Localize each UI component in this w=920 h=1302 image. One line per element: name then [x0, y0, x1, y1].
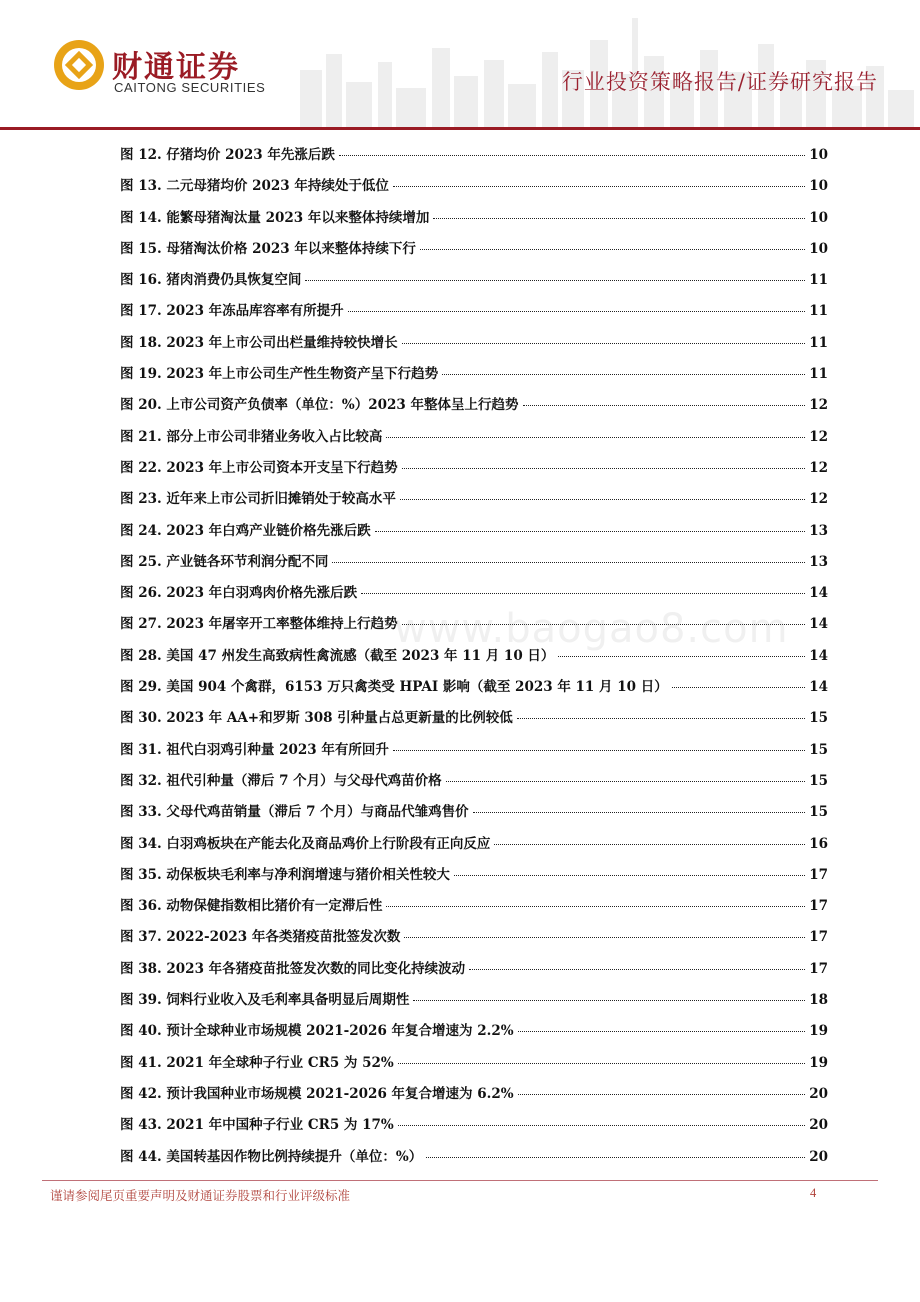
- header-divider: [0, 127, 920, 130]
- toc-dot-leader: [426, 1157, 805, 1158]
- toc-dot-leader: [361, 593, 805, 594]
- toc-entry[interactable]: [120, 578, 828, 609]
- toc-entry-page: 11: [809, 303, 828, 320]
- toc-entry-title: 图 23. 近年来上市公司折旧摊销处于较高水平: [120, 491, 396, 508]
- toc-entry-title: 图 37. 2022-2023 年各类猪疫苗批签发次数: [120, 929, 401, 946]
- toc-entry-title: 图 18. 2023 年上市公司出栏量维持较快增长: [120, 334, 398, 351]
- toc-dot-leader: [517, 718, 806, 719]
- toc-entry[interactable]: [120, 203, 828, 234]
- toc-dot-leader: [400, 499, 805, 500]
- toc-entry[interactable]: [120, 265, 828, 296]
- toc-entry-page: 17: [809, 960, 828, 977]
- toc-entry-page: 11: [809, 334, 828, 351]
- toc-entry[interactable]: [120, 328, 828, 359]
- toc-entry[interactable]: [120, 547, 828, 578]
- toc-entry-page: 17: [809, 898, 828, 915]
- toc-entry-page: 20: [809, 1085, 828, 1102]
- toc-entry-page: 18: [809, 992, 828, 1009]
- toc-entry-title: 图 36. 动物保健指数相比猪价有一定滞后性: [120, 898, 383, 915]
- toc-entry[interactable]: [120, 797, 828, 828]
- toc-entry-page: 10: [809, 209, 828, 226]
- toc-dot-leader: [469, 969, 805, 970]
- toc-entry-title: 图 39. 饲料行业收入及毛利率具备明显后周期性: [120, 992, 410, 1009]
- toc-entry-page: 13: [809, 522, 828, 539]
- toc-dot-leader: [473, 812, 806, 813]
- toc-dot-leader: [523, 405, 806, 406]
- toc-entry[interactable]: [120, 390, 828, 421]
- toc-dot-leader: [398, 1063, 805, 1064]
- toc-dot-leader: [404, 937, 805, 938]
- toc-entry-title: 图 41. 2021 年全球种子行业 CR5 为 52%: [120, 1054, 394, 1071]
- report-type-label: 行业投资策略报告/证券研究报告: [561, 70, 878, 94]
- toc-entry-title: 图 34. 白羽鸡板块在产能去化及商品鸡价上行阶段有正向反应: [120, 835, 491, 852]
- toc-entry-title: 图 33. 父母代鸡苗销量（滞后 7 个月）与商品代雏鸡售价: [120, 804, 469, 821]
- toc-dot-leader: [386, 906, 805, 907]
- toc-entry-title: 图 22. 2023 年上市公司资本开支呈下行趋势: [120, 459, 398, 476]
- toc-entry-page: 13: [809, 553, 828, 570]
- brand-name-en: CAITONG SECURITIES: [114, 80, 266, 95]
- toc-entry-title: 图 42. 预计我国种业市场规模 2021-2026 年复合增速为 6.2%: [120, 1085, 514, 1102]
- toc-entry-page: 12: [809, 397, 828, 414]
- toc-entry-title: 图 12. 仔猪均价 2023 年先涨后跌: [120, 147, 335, 163]
- toc-entry[interactable]: [120, 422, 828, 453]
- toc-entry-title: 图 24. 2023 年白鸡产业链价格先涨后跌: [120, 522, 371, 539]
- toc-entry[interactable]: [120, 891, 828, 922]
- toc-entry-title: 图 20. 上市公司资产负债率（单位：%）2023 年整体呈上行趋势: [120, 397, 519, 414]
- toc-dot-leader: [348, 311, 806, 312]
- toc-entry[interactable]: [120, 296, 828, 327]
- toc-dot-leader: [402, 343, 806, 344]
- toc-entry-page: 20: [809, 1148, 828, 1165]
- toc-entry-title: 图 40. 预计全球种业市场规模 2021-2026 年复合增速为 2.2%: [120, 1023, 514, 1040]
- toc-entry-page: 14: [809, 647, 828, 664]
- toc-dot-leader: [398, 1125, 805, 1126]
- footer-disclaimer: 谨请参阅尾页重要声明及财通证券股票和行业评级标准: [50, 1188, 351, 1203]
- toc-entry[interactable]: [120, 1110, 828, 1141]
- toc-entry[interactable]: [120, 922, 828, 953]
- toc-entry-title: 图 44. 美国转基因作物比例持续提升（单位：%）: [120, 1148, 423, 1165]
- toc-entry-page: 14: [809, 585, 828, 602]
- page-number: 4: [810, 1186, 817, 1200]
- toc-entry-page: 15: [809, 804, 828, 821]
- toc-entry-page: 10: [809, 178, 828, 195]
- toc-dot-leader: [454, 875, 805, 876]
- toc-entry-page: 19: [809, 1054, 828, 1071]
- toc-entry-title: 图 38. 2023 年各猪疫苗批签发次数的同比变化持续波动: [120, 960, 466, 977]
- toc-entry-page: 20: [809, 1117, 828, 1134]
- toc-entry-title: 图 35. 动保板块毛利率与净利润增速与猪价相关性较大: [120, 866, 450, 883]
- toc-dot-leader: [518, 1094, 806, 1095]
- toc-entry[interactable]: [120, 954, 828, 985]
- toc-entry-title: 图 27. 2023 年屠宰开工率整体维持上行趋势: [120, 616, 398, 633]
- toc-entry-page: 14: [809, 679, 828, 696]
- toc-dot-leader: [494, 844, 805, 845]
- toc-dot-leader: [442, 374, 805, 375]
- toc-entry-page: 17: [809, 866, 828, 883]
- toc-dot-leader: [433, 218, 805, 219]
- toc-dot-leader: [402, 468, 806, 469]
- toc-entry-title: 图 31. 祖代白羽鸡引种量 2023 年有所回升: [120, 741, 389, 758]
- toc-dot-leader: [393, 750, 805, 751]
- toc-entry-title: 图 21. 部分上市公司非猪业务收入占比较高: [120, 428, 383, 445]
- toc-entry[interactable]: [120, 1048, 828, 1079]
- toc-dot-leader: [339, 155, 805, 156]
- toc-entry-title: 图 26. 2023 年白羽鸡肉价格先涨后跌: [120, 585, 358, 602]
- toc-entry-title: 图 25. 产业链各环节利润分配不同: [120, 553, 329, 570]
- toc-entry[interactable]: [120, 171, 828, 202]
- toc-entry-page: 11: [809, 366, 828, 383]
- toc-entry-page: 11: [809, 272, 828, 289]
- toc-entry-page: 12: [809, 491, 828, 508]
- toc-entry-page: 10: [809, 240, 828, 257]
- brand-name-cn: 财通证券: [112, 50, 240, 85]
- toc-entry-page: 10: [809, 147, 828, 163]
- toc-entry[interactable]: [120, 860, 828, 891]
- toc-dot-leader: [305, 280, 805, 281]
- toc-entry-page: 16: [809, 835, 828, 852]
- toc-entry-title: 图 29. 美国 904 个禽群，6153 万只禽类受 HPAI 影响（截至 2023 年 11 月 10 日）: [120, 679, 668, 696]
- toc-entry-page: 12: [809, 428, 828, 445]
- toc-entry-title: 图 14. 能繁母猪淘汰量 2023 年以来整体持续增加: [120, 209, 430, 226]
- toc-entry-title: 图 16. 猪肉消费仍具恢复空间: [120, 272, 302, 289]
- toc-dot-leader: [375, 531, 806, 532]
- toc-entry-title: 图 43. 2021 年中国种子行业 CR5 为 17%: [120, 1117, 394, 1134]
- toc-entry[interactable]: [120, 516, 828, 547]
- toc-entry[interactable]: [120, 1079, 828, 1110]
- toc-entry-page: 17: [809, 929, 828, 946]
- toc-entry-page: 15: [809, 772, 828, 789]
- toc-entry-page: 19: [809, 1023, 828, 1040]
- toc-entry[interactable]: [120, 703, 828, 734]
- toc-entry[interactable]: [120, 359, 828, 390]
- toc-dot-leader: [518, 1031, 806, 1032]
- page-header: [0, 0, 920, 132]
- toc-entry[interactable]: [120, 234, 828, 265]
- toc-dot-leader: [393, 186, 805, 187]
- toc-dot-leader: [446, 781, 806, 782]
- figure-list: [120, 140, 828, 1173]
- toc-entry-title: 图 32. 祖代引种量（滞后 7 个月）与父母代鸡苗价格: [120, 772, 442, 789]
- toc-entry-page: 15: [809, 741, 828, 758]
- toc-entry[interactable]: [120, 1016, 828, 1047]
- toc-entry[interactable]: [120, 672, 828, 703]
- footer-divider: [42, 1180, 878, 1181]
- watermark: www.baogao8.com: [394, 606, 789, 652]
- toc-dot-leader: [672, 687, 806, 688]
- toc-entry[interactable]: [120, 829, 828, 860]
- toc-entry-title: 图 19. 2023 年上市公司生产性生物资产呈下行趋势: [120, 366, 439, 383]
- toc-entry-title: 图 28. 美国 47 州发生高致病性禽流感（截至 2023 年 11 月 10 日）: [120, 647, 555, 664]
- toc-entry[interactable]: [120, 140, 828, 171]
- toc-entry-page: 15: [809, 710, 828, 727]
- toc-dot-leader: [420, 249, 805, 250]
- caitong-logo-icon: [52, 38, 106, 92]
- toc-dot-leader: [558, 656, 805, 657]
- toc-entry-title: 图 30. 2023 年 AA+和罗斯 308 引种量占总更新量的比例较低: [120, 710, 513, 727]
- toc-entry[interactable]: [120, 484, 828, 515]
- toc-entry[interactable]: [120, 453, 828, 484]
- toc-entry-title: 图 17. 2023 年冻品库容率有所提升: [120, 303, 344, 320]
- toc-dot-leader: [332, 562, 805, 563]
- toc-dot-leader: [386, 437, 805, 438]
- toc-entry-title: 图 13. 二元母猪均价 2023 年持续处于低位: [120, 178, 389, 195]
- toc-entry[interactable]: [120, 985, 828, 1016]
- toc-entry-title: 图 15. 母猪淘汰价格 2023 年以来整体持续下行: [120, 240, 416, 257]
- toc-dot-leader: [413, 1000, 805, 1001]
- toc-entry[interactable]: [120, 1142, 828, 1173]
- toc-entry[interactable]: [120, 766, 828, 797]
- toc-entry[interactable]: [120, 735, 828, 766]
- toc-entry-page: 14: [809, 616, 828, 633]
- toc-entry-page: 12: [809, 459, 828, 476]
